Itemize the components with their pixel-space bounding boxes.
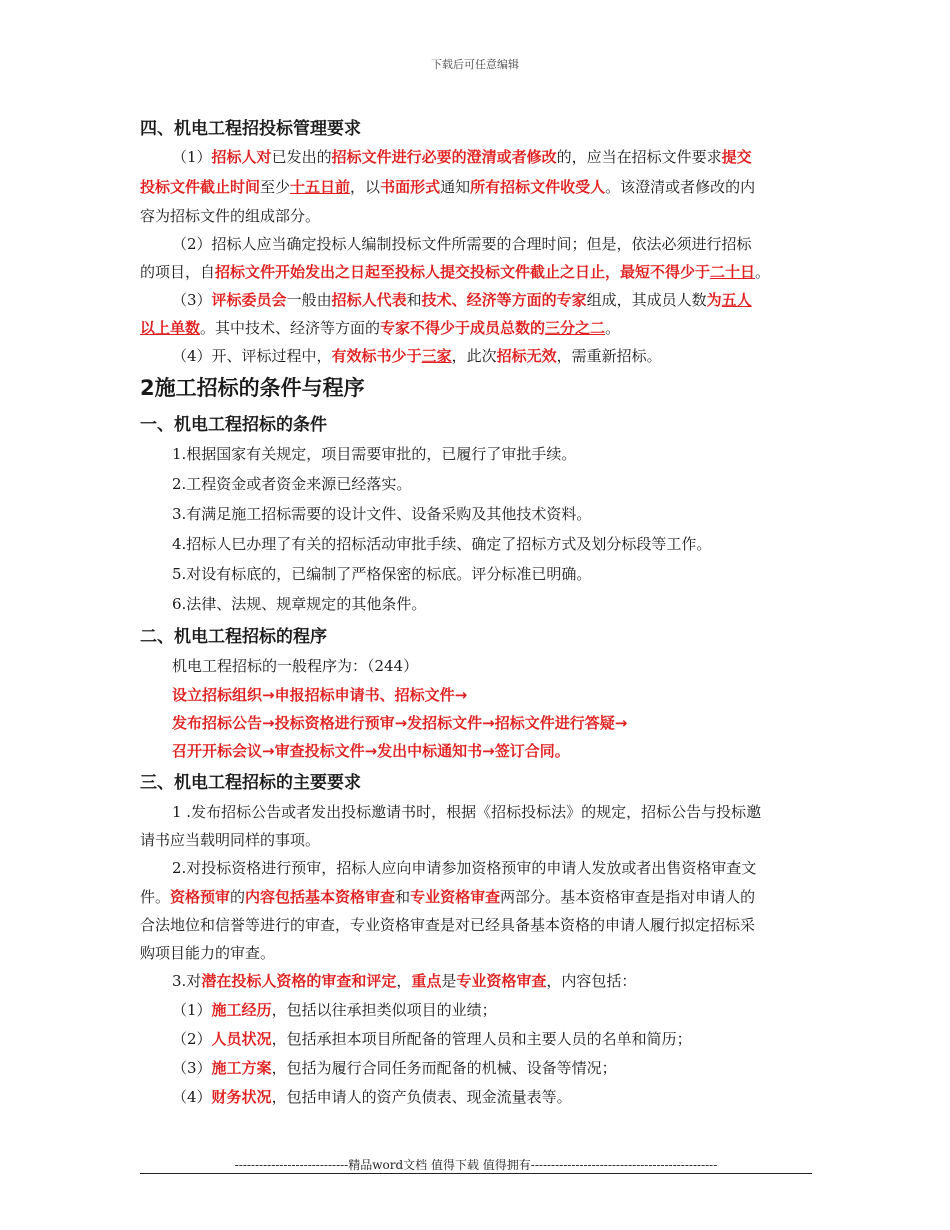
paragraph-line: 2.对投标资格进行预审，招标人应向申请参加资格预审的申请人发放或者出售资格审查文 xyxy=(172,859,757,877)
paragraph-line: 投标文件截止时间至少十五日前，以书面形式通知所有招标文件收受人。该澄清或者修改的内 xyxy=(140,178,756,196)
procedure-flow: 发布招标公告→投标资格进行预审→发招标文件→招标文件进行答疑→ xyxy=(172,714,628,732)
procedure-flow: 设立招标组织→申报招标申请书、招标文件→ xyxy=(172,686,468,704)
list-item: 3.有满足施工招标需要的设计文件、设备采购及其他技术资料。 xyxy=(172,505,592,523)
paragraph-line: 容为招标文件的组成部分。 xyxy=(140,207,321,225)
section-title: 三、机电工程招标的主要要求 xyxy=(140,773,361,793)
paragraph-line: 以上单数。其中技术、经济等方面的专家不得少于成员总数的三分之二。 xyxy=(140,319,621,337)
list-item: 5.对设有标底的，已编制了严格保密的标底。评分标准已明确。 xyxy=(172,565,592,583)
paragraph-line: 购项目能力的审查。 xyxy=(140,944,276,962)
list-item: 2.工程资金或者资金来源已经落实。 xyxy=(172,475,412,493)
chapter-title: 2施工招标的条件与程序 xyxy=(140,376,365,400)
list-item: 4.招标人巳办理了有关的招标活动审批手续、确定了招标方式及划分标段等工作。 xyxy=(172,535,712,553)
section-title: 一、机电工程招标的条件 xyxy=(140,415,327,435)
paragraph-line: （4）开、评标过程中，有效标书少于三家，此次招标无效，需重新招标。 xyxy=(172,347,662,365)
paragraph-line: （1）招标人对已发出的招标文件进行必要的澄清或者修改的，应当在招标文件要求提交 xyxy=(172,148,752,166)
list-item: （1）施工经历，包括以往承担类似项目的业绩； xyxy=(172,1001,497,1019)
list-item: 6.法律、法规、规章规定的其他条件。 xyxy=(172,595,427,613)
list-item: （4）财务状况，包括申请人的资产负债表、现金流量表等。 xyxy=(172,1088,572,1106)
section-title: 二、机电工程招标的程序 xyxy=(140,627,327,647)
page-header-note: 下载后可任意编辑 xyxy=(431,58,519,71)
footer-divider xyxy=(140,1173,812,1174)
paragraph-line: （3）评标委员会一般由招标人代表和技术、经济等方面的专家组成，其成员人数为五人 xyxy=(172,291,752,309)
section-title: 四、机电工程招投标管理要求 xyxy=(140,119,361,139)
paragraph-line: （2）招标人应当确定投标人编制投标文件所需要的合理时间；但是，依法必须进行招标 xyxy=(172,235,752,253)
paragraph-line: 的项目，自招标文件开始发出之日起至投标人提交投标文件截止之日止，最短不得少于二十日。 xyxy=(140,263,771,281)
paragraph-line: 3.对潜在投标人资格的审查和评定，重点是专业资格审查，内容包括： xyxy=(172,972,637,990)
paragraph-line: 件。资格预审的内容包括基本资格审查和专业资格审查两部分。基本资格审查是指对申请人的 xyxy=(140,888,756,906)
list-item: （2）人员状况，包括承担本项目所配备的管理人员和主要人员的名单和简历； xyxy=(172,1030,692,1048)
paragraph-line: 1 .发布招标公告或者发出投标邀请书时，根据《招标投标法》的规定，招标公告与投标邀 xyxy=(172,803,762,821)
procedure-flow: 召开开标会议→审查投标文件→发出中标通知书→签订合同。 xyxy=(172,742,570,760)
list-item: 1.根据国家有关规定，项目需要审批的，已履行了审批手续。 xyxy=(172,445,577,463)
paragraph-line: 机电工程招标的一般程序为：（244） xyxy=(172,657,419,675)
page-footer: ----------------------------精品word文档 值得下载 值得拥有---------------------------------------------- xyxy=(234,1158,718,1172)
paragraph-line: 请书应当载明同样的事项。 xyxy=(140,831,321,849)
list-item: （3）施工方案，包括为履行合同任务而配备的机械、设备等情况； xyxy=(172,1059,617,1077)
paragraph-line: 合法地位和信誉等进行的审查，专业资格审查是对已经具备基本资格的申请人履行拟定招标采 xyxy=(140,916,756,934)
